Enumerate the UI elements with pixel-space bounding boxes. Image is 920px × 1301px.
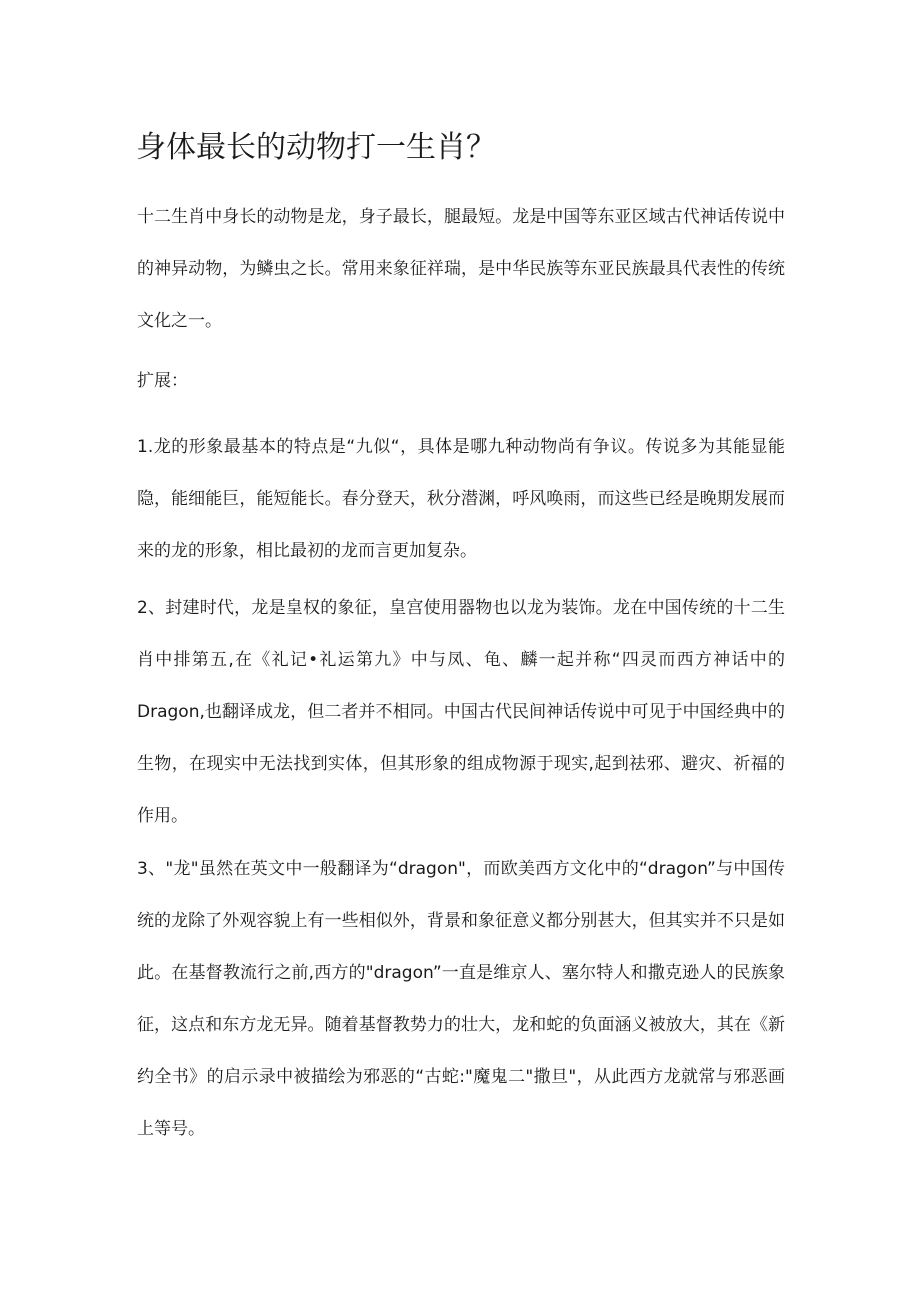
paragraph-intro: 十二生肖中身长的动物是龙，身子最长，腿最短。龙是中国等东亚区域古代神话传说中的神异动物，为鳞虫之长。常用来象征祥瑞，是中华民族等东亚民族最具代表性的传统文化之一。 — [137, 207, 785, 331]
paragraph-point-2: 2、封建时代，龙是皇权的象征，皇宫使用器物也以龙为装饰。龙在中国传统的十二生肖中排第五,在《礼记•礼运第九》中与凤、龟、麟一起并称“四灵而西方神话中的Dragon,也翻译成龙，但二者并不相同。中国古代民间神话传说中可见于中国经典中的生物，在现实中无法找到实体，但其形象的组成物源于现实,起到祛邪、避灾、祈福的作用。 — [137, 598, 785, 826]
paragraph-point-3: 3、"龙"虽然在英文中一般翻译为“dragon"，而欧美西方文化中的“dragon”与中国传统的龙除了外观容貌上有一些相似外，背景和象征意义都分别甚大，但其实并不只是如此。在基督教流行之前,西方的"dragon”一直是维京人、塞尔特人和撒克逊人的民族象征，这点和东方龙无异。随着基督教势力的壮大，龙和蛇的负面涵义被放大，其在《新约全书》的启示录中被描绘为邪恶的“古蛇:"魔鬼二"撒旦"，从此西方龙就常与邪恶画上等号。 — [137, 859, 785, 1139]
page-title: 身体最长的动物打一生肖？ — [136, 130, 496, 165]
paragraph-extension-label: 扩展： — [137, 371, 188, 391]
paragraph-point-1: 1.龙的形象最基本的特点是“九似“，具体是哪九种动物尚有争议。传说多为其能显能隐，能细能巨，能短能长。春分登天，秋分潜渊，呼风唤雨，而这些已经是晚期发展而来的龙的形象，相比最初的龙而言更加复杂。 — [137, 437, 785, 561]
